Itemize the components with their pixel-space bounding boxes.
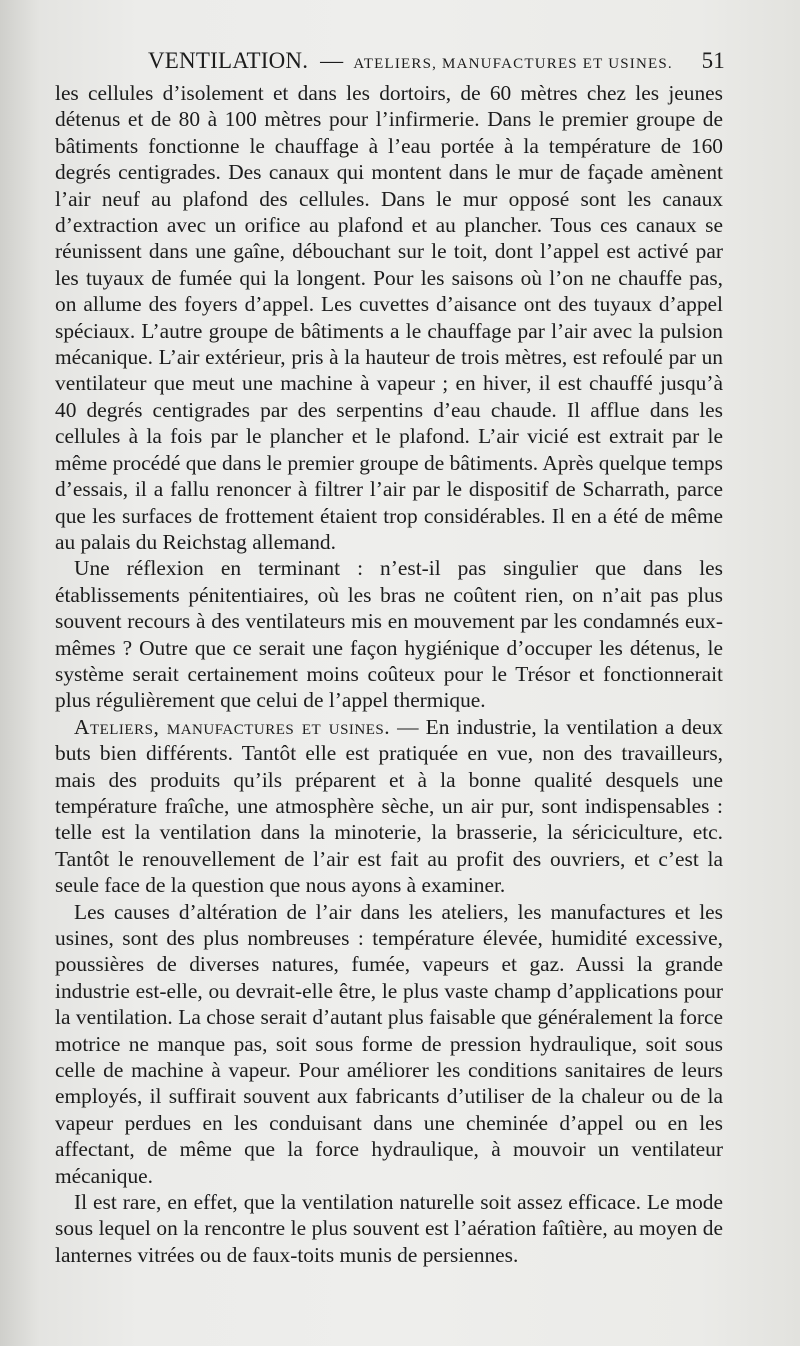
page-number: 51 [701,48,725,73]
paragraph-ateliers-text: — En industrie, la ventilation a deux buts bien différents. Tantôt elle est pratiquée en vue, non des travailleurs, mais des produits qu’ils préparent et à la bonne qualité desquels une température fraîche, une atmosphère sèche, un air pur, sont indispensables : telle est la ventilation dans la minoterie, la brasserie, la sériciculture, etc. Tantôt le renouvellement de l’air est fait au profit des ouvriers, et c’est la seule face de la question que nous ayons à examiner. [55,714,723,898]
paragraph-continuation: les cellules d’isolement et dans les dortoirs, de 60 mètres chez les jeunes détenus et de 80 à 100 mètres pour l’infirmerie. Dans le premier groupe de bâtiments fonctionne le chauffage à l’eau portée à la température de 160 degrés centigrades. Des canaux qui montent dans le mur de façade amènent l’air neuf au plafond des cellules. Dans le mur opposé sont les canaux d’extraction avec un orifice au plafond et au plancher. Tous ces canaux se réunissent dans une gaîne, débouchant sur le toit, dont l’appel est activé par les tuyaux de fumée qui la longent. Pour les saisons où l’on ne chauffe pas, on allume des foyers d’appel. Les cuvettes d’aisance ont des tuyaux d’appel spéciaux. L’autre groupe de bâtiments a le chauffage par l’air avec la pulsion mécanique. L’air extérieur, pris à la hauteur de trois mètres, est refoulé par un ventilateur que meut une machine à vapeur ; en hiver, il est chauffé jusqu’à 40 degrés centigrades par des serpentins d’eau chaude. Il afflue dans les cellules à la fois par le plancher et le plafond. L’air vicié est extrait par le même procédé que dans le premier groupe de bâtiments. Après quelque temps d’essais, il a fallu renoncer à filtrer l’air par le dispositif de Scharrath, parce que les surfaces de frottement étaient trop considérables. Il en a été de même au palais du Reichstag allemand. [55,81,723,554]
paragraph-ventilation-naturelle: Il est rare, en effet, que la ventilation naturelle soit assez efficace. Le mode sous lequel on la rencontre le plus souvent est l’aération faîtière, au moyen de lanternes vitrées ou de faux-toits munis de persiennes. [55,1190,723,1267]
running-title: VENTILATION. [148,48,309,73]
paragraph-reflection: Une réflexion en terminant : n’est-il pas singulier que dans les établissements pénitentiaires, où les bras ne coûtent rien, on n’ait pas plus souvent recours à des ventilateurs mis en mouvement par les condamnés eux-mêmes ? Outre que ce serait une façon hygiénique d’occuper les détenus, le système serait certainement moins coûteux pour le Trésor et fonctionnerait plus régulièrement que celui de l’appel thermique. [55,556,723,713]
body-text [55,80,723,1268]
running-section: ATELIERS, MANUFACTURES ET USINES. [353,56,673,72]
header-dash: — [320,48,344,73]
section-heading: Ateliers, manufactures et usines. [74,714,391,739]
paragraph-causes: Les causes d’altération de l’air dans les ateliers, les manufactures et les usines, sont des plus nombreuses : température élevée, humidité excessive, poussières de diverses natures, fumée, vapeurs et gaz. Aussi la grande industrie est-elle, ou devrait-elle être, le plus vaste champ d’applications pour la ventilation. La chose serait d’autant plus faisable que généralement la force motrice ne manque pas, soit sous forme de pression hydraulique, soit sous celle de machine à vapeur. Pour améliorer les conditions sanitaires de leurs employés, il suffirait souvent aux fabricants d’utiliser de la chaleur ou de la vapeur perdues en les conduisant dans une cheminée d’appel ou en les affectant, de même que la force hydraulique, à mouvoir un ventilateur mécanique. [55,899,723,1188]
paragraph-ateliers [55,714,723,899]
running-header [148,44,725,78]
